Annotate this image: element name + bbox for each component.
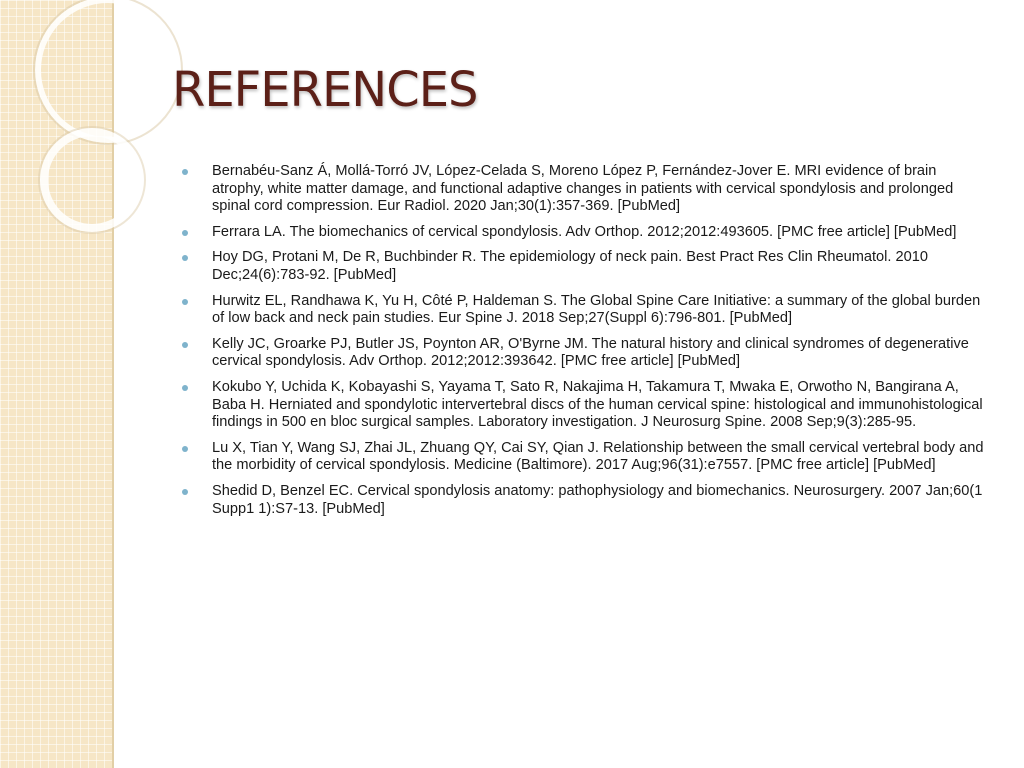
bullet-icon	[182, 385, 188, 391]
bullet-icon	[182, 489, 188, 495]
reference-item	[180, 293, 988, 328]
decorative-ring-large	[38, 0, 178, 140]
reference-text: Shedid D, Benzel EC. Cervical spondylosis anatomy: pathophysiology and biomechanics. Neurosurgery. 2007 Jan;60(1 Supp1 1):S7-13. [PubMed]	[212, 482, 983, 517]
reference-text: Hoy DG, Protani M, De R, Buchbinder R. The epidemiology of neck pain. Best Pract Res Clin Rheumatol. 2010 Dec;24(6):783-92. [PubMed]	[212, 249, 928, 283]
reference-text: Ferrara LA. The biomechanics of cervical spondylosis. Adv Orthop. 2012;2012:493605. [PMC free article] [PubMed]	[212, 223, 957, 240]
reference-item	[180, 379, 988, 432]
bullet-icon	[182, 342, 188, 348]
bullet-icon	[182, 299, 188, 305]
slide-title: REFERENCES	[172, 62, 478, 118]
bullet-icon	[182, 255, 188, 261]
reference-text: Lu X, Tian Y, Wang SJ, Zhai JL, Zhuang QY, Cai SY, Qian J. Relationship between the small cervical vertebral body and the morbidity of cervical spondylosis. Medicine (Baltimore). 2017 Aug;96(31):e7557. [PMC free article] [PubMed]	[212, 439, 984, 474]
reference-item	[180, 440, 988, 475]
reference-text: Bernabéu-Sanz Á, Mollá-Torró JV, López-Celada S, Moreno López P, Fernández-Jover E. MRI evidence of brain atrophy, white matter damage, and functional adaptive changes in patients with cervical spondylosis and prolonged spinal cord compression. Eur Radiol. 2020 Jan;30(1):357-369. [PubMed]	[212, 163, 954, 215]
reference-text: Hurwitz EL, Randhawa K, Yu H, Côté P, Haldeman S. The Global Spine Care Initiative: a summary of the global burden of low back and neck pain studies. Eur Spine J. 2018 Sep;27(Suppl 6):796-801. [PubMed]	[212, 292, 981, 327]
decorative-ring-small	[44, 132, 140, 228]
decorative-rings	[0, 0, 140, 300]
reference-item	[180, 483, 988, 518]
reference-item	[180, 336, 988, 371]
reference-text: Kelly JC, Groarke PJ, Butler JS, Poynton AR, O'Byrne JM. The natural history and clinical syndromes of degenerative cervical spondylosis. Adv Orthop. 2012;2012:393642. [PMC free article] [PubMed]	[212, 335, 969, 370]
bullet-icon	[182, 230, 188, 236]
bullet-icon	[182, 446, 188, 452]
reference-text: Kokubo Y, Uchida K, Kobayashi S, Yayama T, Sato R, Nakajima H, Takamura T, Mwaka E, Orwotho N, Bangirana A, Baba H. Herniated and spondylotic intervertebral discs of the human cervical spine: histological and immunohistological findings in 500 en bloc surgical samples. Laboratory investigation. J Neurosurg Spine. 2008 Sep;9(3):285-95.	[212, 378, 983, 431]
reference-item	[180, 249, 988, 284]
reference-item	[180, 224, 988, 242]
bullet-icon	[182, 169, 188, 175]
reference-list	[180, 163, 988, 526]
reference-item	[180, 163, 988, 216]
